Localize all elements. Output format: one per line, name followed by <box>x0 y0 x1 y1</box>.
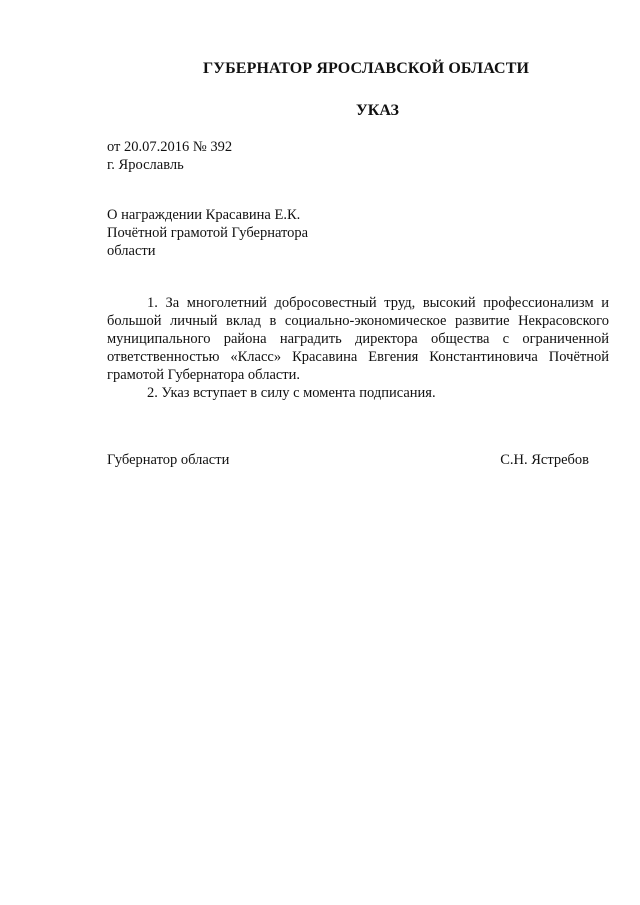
date-and-number: от 20.07.2016 № 392 <box>107 139 233 155</box>
signatory-name: С.Н. Ястребов <box>500 452 589 468</box>
place-of-issue: г. Ярославль <box>107 157 184 173</box>
body-paragraph: 2. Указ вступает в силу с момента подписания. <box>147 385 436 401</box>
subject-line: Почётной грамотой Губернатора <box>107 225 309 241</box>
document-type: УКАЗ <box>356 102 399 119</box>
document-body <box>107 294 609 402</box>
document-subject <box>107 206 308 260</box>
subject-line: области <box>107 243 156 259</box>
signatory-role: Губернатор области <box>107 452 230 468</box>
subject-line: О награждении Красавина Е.К. <box>107 207 301 223</box>
body-paragraph: 1. За многолетний добросовестный труд, высокий профессионализм и большой личный вклад в социально-экономическое развитие Некрасовского муниципального района наградить директора общества с ограниченной ответственностью «Класс» Красавина Евгения Константиновича Почётной грамотой Губернатора области. <box>107 295 609 383</box>
issuing-authority: ГУБЕРНАТОР ЯРОСЛАВСКОЙ ОБЛАСТИ <box>203 60 530 77</box>
document-meta <box>107 138 232 174</box>
